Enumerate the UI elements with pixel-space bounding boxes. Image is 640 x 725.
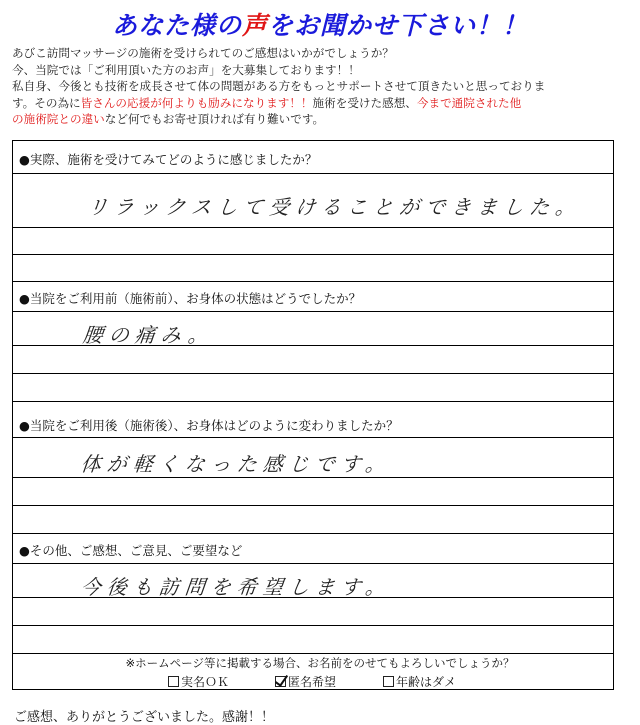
divider	[13, 227, 613, 228]
option-no-age-label: 年齢はダメ	[396, 675, 457, 689]
divider	[13, 477, 613, 478]
title-part2: をお聞かせ下さい！！	[268, 11, 529, 40]
divider	[13, 311, 613, 312]
intro-line-5b: など何でもお寄せ頂ければ有り難いです。	[104, 112, 325, 126]
divider	[13, 597, 613, 598]
intro-line-2: 今、当院では「ご利用頂いた方のお声」を大募集しております！！	[12, 62, 360, 77]
divider	[13, 173, 613, 174]
divider	[13, 401, 613, 402]
intro-line-4b: 施術を受けた感想、	[312, 95, 417, 110]
answer-1: リラックスして受けることができました。	[86, 195, 583, 219]
intro-highlight-1: 皆さんの応援が何よりも励みになります！！	[80, 95, 313, 110]
option-no-age[interactable]	[383, 673, 456, 690]
option-anonymous[interactable]	[275, 673, 336, 690]
publication-note: ※ホームページ等に掲載する場合、お名前をのせてもよろしいでしょうか？	[125, 656, 515, 670]
answer-2: 腰の痛み。	[81, 323, 216, 347]
question-4-label: ●その他、ご感想、ご意見、ご要望など	[19, 543, 243, 558]
question-3-label: ●当院をご利用後（施術後）、お身体はどのように変わりましたか？	[19, 418, 399, 433]
divider	[13, 373, 613, 374]
checkbox-no-age[interactable]	[383, 676, 394, 687]
divider	[13, 505, 613, 506]
answer-4: 今後も訪問を希望します。	[79, 575, 393, 599]
intro-text	[12, 45, 630, 128]
intro-line-5	[12, 111, 630, 128]
title-part1: あなた様の	[111, 11, 242, 40]
intro-highlight-2: 今まで通院された他	[416, 95, 522, 110]
divider	[13, 625, 613, 626]
footer-thanks: ご感想、ありがとうございました。感謝！！	[14, 710, 275, 725]
intro-line-4	[12, 95, 630, 112]
intro-line-1: あびこ訪問マッサージの施術を受けられてのご感想はいかがでしょうか？	[12, 46, 394, 60]
answer-3: 体が軽くなった感じです。	[79, 452, 393, 476]
divider	[13, 563, 613, 564]
question-2-label: ●当院をご利用前（施術前）、お身体の状態はどうでしたか？	[19, 291, 362, 306]
divider	[13, 653, 613, 654]
intro-line-3: 私自身、今後とも技術を成長させて体の問題がある方をもっとサポートさせて頂きたいと思っておりま	[12, 79, 546, 93]
option-anonymous-label: 匿名希望	[288, 675, 337, 689]
divider	[13, 345, 613, 346]
intro-highlight-3: の施術院との違い	[12, 112, 105, 126]
page-title	[0, 6, 640, 42]
option-real-name[interactable]	[168, 673, 229, 690]
checkbox-anonymous[interactable]	[275, 676, 286, 687]
option-real-name-label: 実名ＯＫ	[181, 675, 230, 689]
title-accent: 声	[241, 11, 268, 40]
divider	[13, 533, 613, 534]
divider	[13, 437, 613, 438]
intro-line-4a: す。その為に	[12, 95, 81, 110]
divider	[13, 281, 613, 282]
feedback-form	[12, 140, 614, 690]
divider	[13, 254, 613, 255]
checkbox-real-name[interactable]	[168, 676, 179, 687]
question-1-label: ●実際、施術を受けてみてどのように感じましたか？	[19, 152, 318, 167]
